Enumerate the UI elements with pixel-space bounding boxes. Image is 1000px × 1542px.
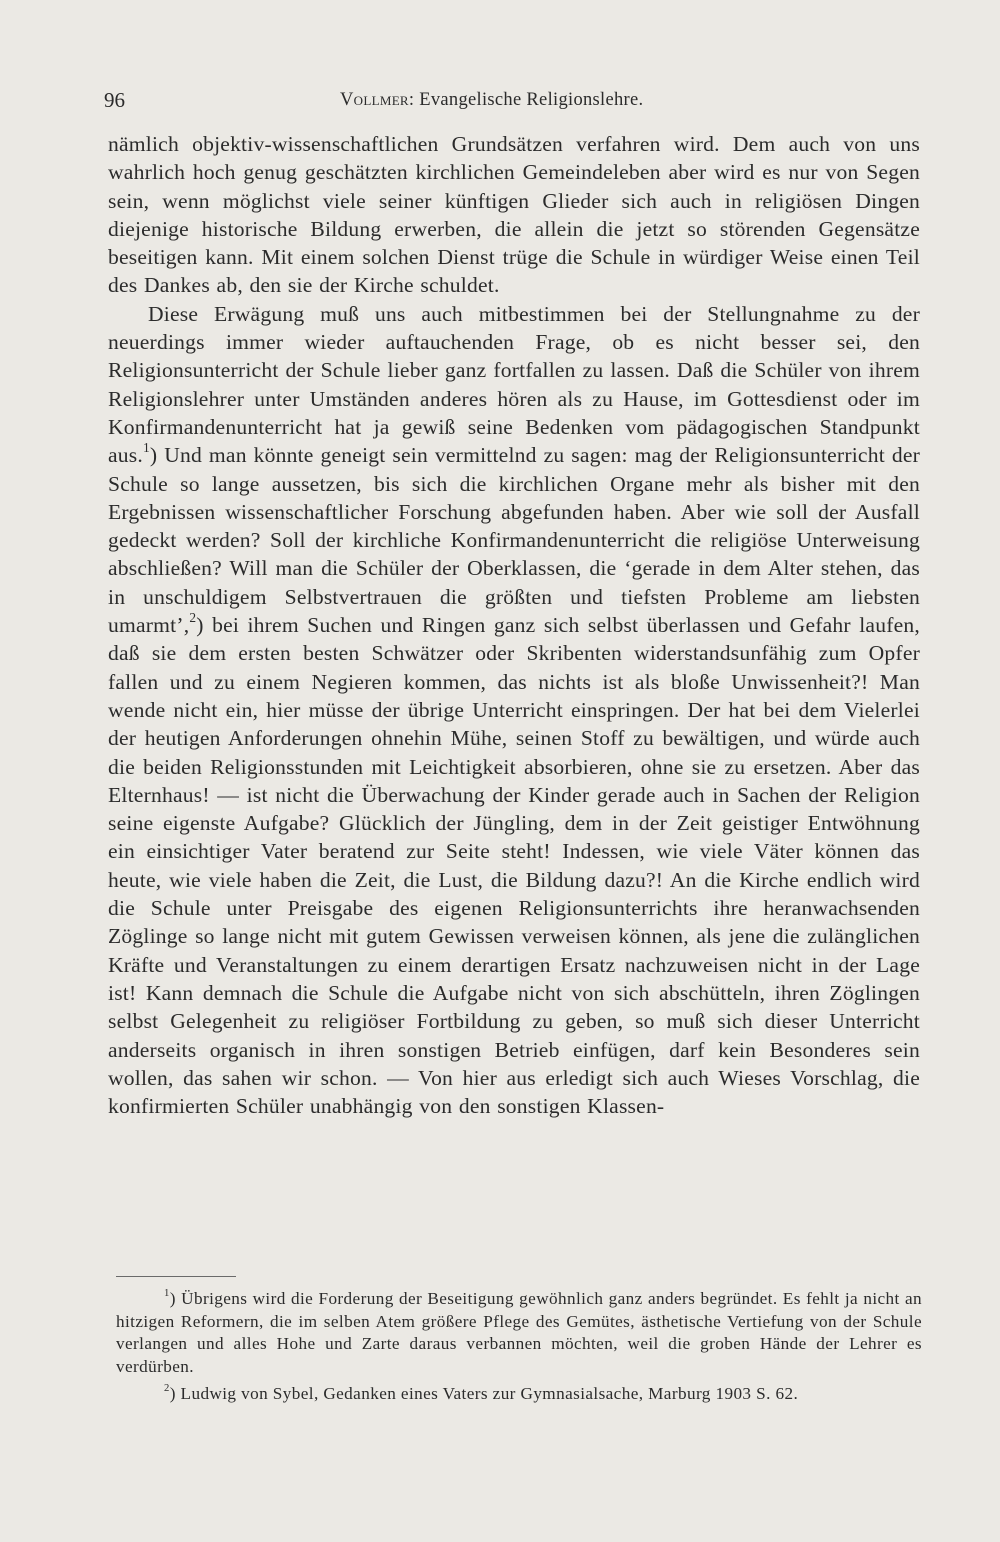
footnote-2 bbox=[116, 1383, 922, 1406]
running-title-author: Vollmer bbox=[340, 90, 409, 110]
footnote-2-text: ) Ludwig von Sybel, Gedanken eines Vaters zur Gymnasialsache, Marburg 1903 S. 62. bbox=[169, 1384, 799, 1404]
running-head bbox=[104, 88, 924, 118]
footnote-1 bbox=[116, 1288, 922, 1378]
running-title-text: : Evangelische Religionslehre. bbox=[408, 90, 644, 110]
footnote-1-marker: 1 bbox=[164, 1287, 170, 1299]
running-title bbox=[340, 90, 643, 111]
footnote-separator bbox=[116, 1276, 236, 1277]
footnote-2-marker: 2 bbox=[164, 1383, 170, 1395]
paragraph-2-part-a: Diese Erwägung muß uns auch mitbestimmen bei der Stellungnahme zu der neuerdings immer wieder auftauchenden Frage, ob es nicht besser sei, den Religionsunterricht der Schule lieber ganz fortfallen zu lassen. Daß die Schüler von ihrem Religionslehrer unter Umständen anderes hören als zu Hause, im Gottesdienst oder im Konfirmandenunterricht hat ja gewiß seine Bedenken vom pädagogischen Standpunkt aus. bbox=[108, 301, 920, 468]
paragraph-2-part-b: ) Und man könnte geneigt sein vermittelnd zu sagen: mag der Religionsunterricht der Schule so lange aussetzen, bis sich die kirchlichen Organe mehr als bisher mit den Ergebnissen wissenschaftlicher Forschung abgefunden haben. Aber wie soll der Ausfall gedeckt werden? Soll der kirchliche Konfirmandenunterricht die religiöse Unterweisung abschließen? Will man die Schüler der Oberklassen, die ‘gerade in dem Alter stehen, das in unschuldigem Selbstvertrauen die größten und tiefsten Probleme am liebsten umarmt’, bbox=[108, 443, 920, 638]
body-text bbox=[108, 130, 920, 1120]
paragraph-2 bbox=[108, 300, 920, 1121]
footnotes bbox=[116, 1288, 922, 1406]
footnote-ref-1: 1 bbox=[142, 440, 150, 456]
footnote-1-text: ) Übrigens wird die Forderung der Beseitigung gewöhnlich ganz anders begründet. Es fehlt ja nicht an hitzigen Reformern, die im selben Atem größere Pflege des Gemütes, ästhetische Vertiefung von der Schule verlangen und alles Hohe und Zarte daraus verbannen möchten, weil die groben Hände der Lehrer es verdürben. bbox=[116, 1289, 922, 1376]
footnote-ref-2: 2 bbox=[189, 609, 197, 625]
page-number: 96 bbox=[104, 88, 125, 112]
paragraph-2-part-c: ) bei ihrem Suchen und Ringen ganz sich selbst überlassen und Gefahr laufen, daß sie dem ersten besten Schwätzer oder Skribenten widerstandsunfähig zum Opfer fallen und zu einem Negieren kommen, das nichts ist als bloße Unwissenheit?! Man wende nicht ein, hier müsse der übrige Unterricht einspringen. Der hat bei dem Vielerlei der heutigen Anforderungen ohnehin Mühe, seinen Stoff zu bewältigen, und würde auch die beiden Religionsstunden mit Leichtigkeit absorbieren, ohne sie zu ersetzen. Aber das Elternhaus! — ist nicht die Überwachung der Kinder gerade auch in Sachen der Religion seine eigenste Aufgabe? Glücklich der Jüngling, dem in der Zeit geistiger Entwöhnung ein einsichtiger Vater beratend zur Seite steht! Indessen, wie viele Väter können das heute, wie viele haben die Zeit, die Lust, die Bildung dazu?! An die Kirche endlich wird die Schule unter Preisgabe des eigenen Religionsunterrichts ihre heranwachsenden Zöglinge so lange nicht mit gutem Gewissen verweisen können, als jene die zulänglichen Kräfte und Veranstaltungen zu einem derartigen Ersatz nachzuweisen nicht in der Lage ist! Kann demnach die Schule die Aufgabe nicht von sich abschütteln, ihren Zöglingen selbst Gelegenheit zu religiöser Fortbildung zu geben, so muß sich dieser Unterricht anderseits organisch in ihren sonstigen Betrieb einfügen, darf kein Besonderes sein wollen, das sahen wir schon. — Von hier aus erledigt sich auch Wieses Vorschlag, die konfirmierten Schüler unabhängig von den sonstigen Klassen- bbox=[108, 613, 920, 1119]
paragraph-1: nämlich objektiv-wissenschaftlichen Grundsätzen verfahren wird. Dem auch von uns wahrlich hoch genug geschätzten kirchlichen Gemeindeleben aber wird es nur von Segen sein, wenn möglichst viele seiner künftigen Glieder sich auch in religiösen Dingen diejenige historische Bildung erwerben, die allein die jetzt so störenden Gegensätze beseitigen kann. Mit einem solchen Dienst trüge die Schule in würdiger Weise einen Teil des Dankes ab, den sie der Kirche schuldet. bbox=[108, 132, 920, 298]
